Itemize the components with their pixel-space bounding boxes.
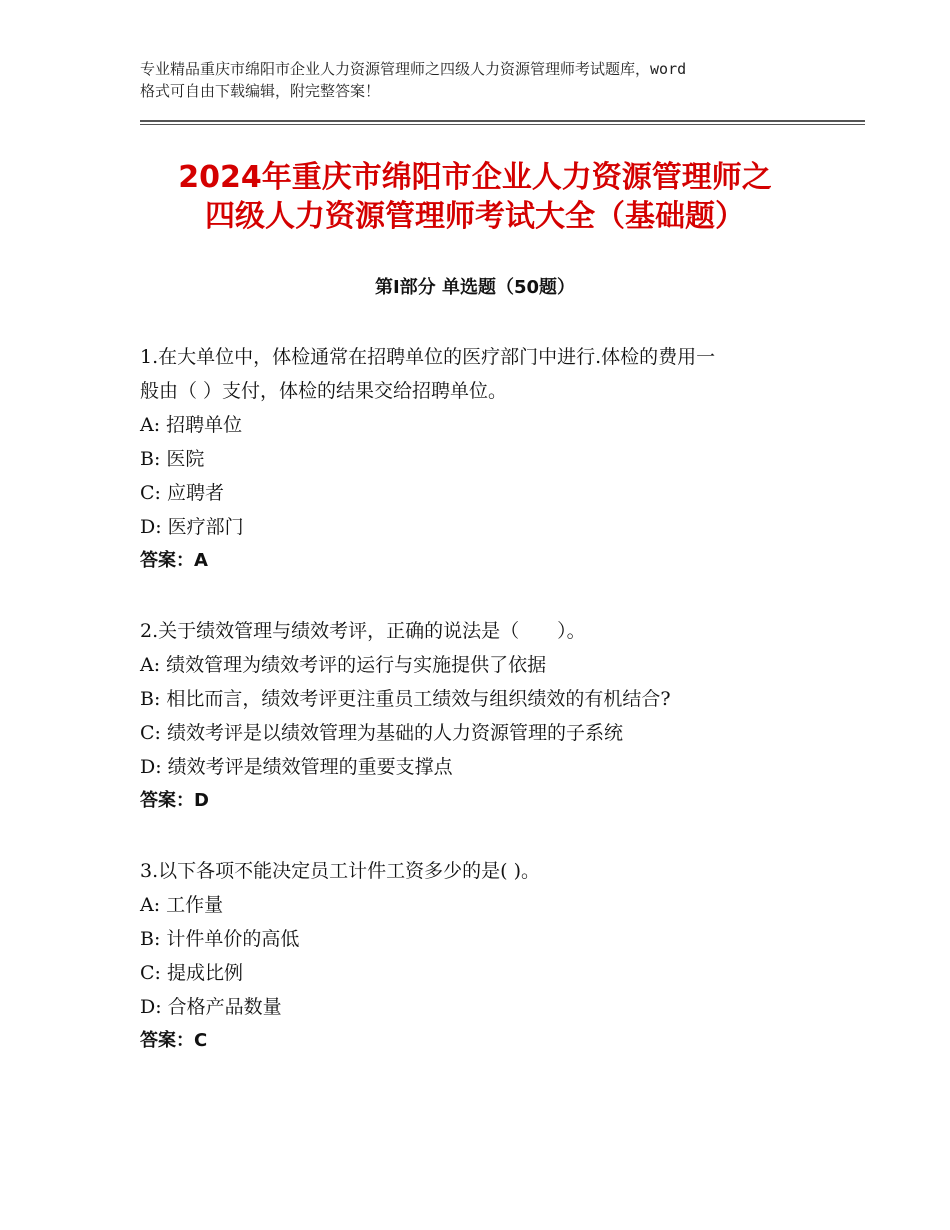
question-stem-line: 般由（ ）支付，体检的结果交给招聘单位。	[140, 380, 508, 402]
option-d: D: 医疗部门	[140, 516, 244, 538]
section-heading: 第Ⅰ部分 单选题（50题）	[374, 277, 575, 298]
question-stem-line: 3.以下各项不能决定员工计件工资多少的是( )。	[140, 860, 540, 882]
title-line-1: 2024年重庆市绵阳市企业人力资源管理师之	[178, 160, 772, 195]
option-c: C: 应聘者	[140, 482, 224, 504]
option-a: A: 工作量	[140, 894, 224, 916]
option-a: A: 招聘单位	[140, 414, 243, 436]
answer: 答案：A	[140, 550, 208, 571]
option-d: D: 绩效考评是绩效管理的重要支撑点	[140, 756, 453, 778]
option-c: C: 提成比例	[140, 962, 243, 984]
header-line-2: 格式可自由下载编辑，附完整答案！	[140, 82, 381, 100]
answer: 答案：C	[140, 1030, 208, 1051]
header-line-1: 专业精品重庆市绵阳市企业人力资源管理师之四级人力资源管理师考试题库，word	[140, 60, 687, 78]
option-c: C: 绩效考评是以绩效管理为基础的人力资源管理的子系统	[140, 722, 623, 744]
document-title	[0, 158, 950, 236]
option-b: B: 计件单价的高低	[140, 928, 300, 950]
question-stem-line: 2.关于绩效管理与绩效考评，正确的说法是（ ）。	[140, 620, 586, 642]
question-1	[140, 340, 820, 578]
option-b: B: 医院	[140, 448, 205, 470]
answer: 答案：D	[140, 790, 209, 811]
question-stem-line: 1.在大单位中，体检通常在招聘单位的医疗部门中进行.体检的费用一	[140, 346, 716, 368]
question-2	[140, 614, 820, 818]
title-line-2: 四级人力资源管理师考试大全（基础题）	[205, 199, 745, 234]
option-b: B: 相比而言，绩效考评更注重员工绩效与组织绩效的有机结合?	[140, 688, 671, 710]
option-d: D: 合格产品数量	[140, 996, 282, 1018]
option-a: A: 绩效管理为绩效考评的运行与实施提供了依据	[140, 654, 547, 676]
question-3	[140, 854, 820, 1058]
header-divider-thick	[140, 120, 865, 122]
header-note	[140, 58, 840, 102]
header-divider-thin	[140, 124, 865, 125]
